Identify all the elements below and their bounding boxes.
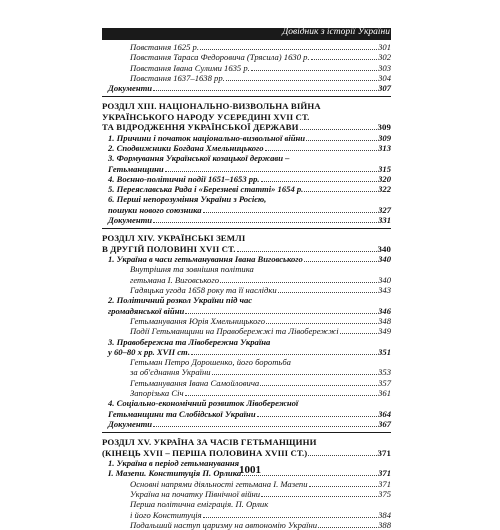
- leader-dots: [153, 215, 377, 223]
- leader-dots: [165, 164, 377, 172]
- section-heading-last: [102, 244, 391, 254]
- toc-entry: [102, 42, 391, 52]
- toc-entry-page: 361: [378, 388, 391, 399]
- section-page: 340: [377, 243, 391, 254]
- toc-entry: [102, 295, 391, 316]
- toc-entry-last: [108, 164, 391, 174]
- toc-entry: [102, 378, 391, 388]
- toc-entry-page: 322: [378, 184, 391, 195]
- toc-entry-line: Гетьман Петро Дорошенко, його боротьба: [130, 357, 291, 368]
- toc-entry: [102, 419, 391, 429]
- toc-entry-page: 331: [378, 215, 391, 226]
- toc-entry-last: [108, 306, 391, 316]
- toc-entry: [102, 174, 391, 184]
- toc-entry-last: [108, 419, 391, 429]
- leader-dots: [185, 306, 377, 314]
- section-heading-line: УКРАЇНСЬКОГО НАРОДУ УСЕРЕДИНІ XVII СТ.: [102, 111, 310, 122]
- toc-entry-title: Події Гетьманщини на Правобережжі та Лівобережжі: [130, 326, 339, 337]
- toc-entry: [102, 133, 391, 143]
- toc-entry: [102, 479, 391, 489]
- section-heading: [102, 233, 391, 254]
- toc-entry-page: 371: [378, 468, 391, 479]
- section-heading-text: (КІНЕЦЬ XVII – ПЕРША ПОЛОВИНА XVIII СТ.): [102, 447, 308, 458]
- leader-dots: [308, 448, 376, 456]
- toc-entry-line: 3. Правобережна та Лівобережна Україна: [108, 336, 271, 347]
- toc-entry-title: 1. Україна в часи гетьманування Івана Виговського: [108, 254, 303, 265]
- toc-entry-page: 349: [378, 326, 391, 337]
- toc-entry-title: Гетьманування Юрія Хмельницького: [130, 315, 266, 326]
- toc-entry: [102, 326, 391, 336]
- toc-entry-last: [130, 378, 391, 388]
- leader-dots: [309, 479, 378, 487]
- table-of-contents: [102, 42, 391, 530]
- toc-entry-page: 348: [378, 315, 391, 326]
- toc-entry: [102, 215, 391, 225]
- toc-entry: [102, 63, 391, 73]
- toc-entry-last: [130, 285, 391, 295]
- toc-entry-page: 340: [378, 254, 391, 265]
- toc-entry-last: [130, 520, 391, 530]
- toc-entry-title: Основні напрями діяльності гетьмана І. Мазепи: [130, 478, 308, 489]
- leader-dots: [200, 42, 377, 50]
- toc-entry-title: Повстання Івана Сулими 1635 р.: [130, 62, 250, 73]
- toc-entry: [102, 398, 391, 419]
- toc-entry: [102, 83, 391, 93]
- leader-dots: [261, 489, 377, 497]
- toc-entry-last: [130, 367, 391, 377]
- toc-entry-line: 2. Політичний розкол України під час: [108, 295, 253, 306]
- leader-dots: [257, 409, 378, 417]
- toc-entry: [102, 254, 391, 264]
- leader-dots: [304, 254, 377, 262]
- section-rule: [102, 228, 391, 229]
- toc-entry-page: 384: [378, 509, 391, 520]
- toc-entry-title: Запорізька Січ: [130, 388, 184, 399]
- section-heading: [102, 101, 391, 132]
- section-rule: [102, 96, 391, 97]
- toc-entry: [102, 52, 391, 62]
- toc-entry-title: Повстання 1625 р.: [130, 42, 199, 52]
- leader-dots: [203, 510, 377, 518]
- section-heading-line: РОЗДІЛ XV. УКРАЇНА ЗА ЧАСІВ ГЕТЬМАНЩИНИ: [102, 437, 317, 448]
- toc-entry: [102, 489, 391, 499]
- toc-entry-title: Гетьманування Івана Самойловича: [130, 377, 260, 388]
- section-rule: [102, 432, 391, 433]
- toc-entry-title: 2. Сподвижники Богдана Хмельницького: [108, 143, 264, 153]
- page-number: 1001: [239, 464, 261, 476]
- leader-dots: [212, 367, 378, 375]
- toc-entry: [102, 153, 391, 174]
- toc-entry-title: громадянської війни: [108, 305, 185, 316]
- header-rule: [102, 39, 391, 40]
- toc-entry-last: [130, 388, 391, 398]
- toc-entry-page: 388: [378, 519, 391, 530]
- section-heading-text: В ДРУГІЙ ПОЛОВИНІ XVII СТ.: [102, 243, 236, 254]
- toc-entry-page: 353: [378, 367, 391, 378]
- toc-entry-last: [108, 254, 391, 264]
- section-heading-last: [102, 448, 391, 458]
- toc-entry-title: Документи: [108, 83, 153, 94]
- running-header-title: Довідник з історії України: [282, 27, 390, 37]
- toc-entry-page: 375: [378, 488, 391, 499]
- section-heading-line: РОЗДІЛ XIII. НАЦІОНАЛЬНО-ВИЗВОЛЬНА ВІЙНА: [102, 101, 321, 112]
- toc-entry-last: [108, 184, 391, 194]
- toc-entry-last: [130, 510, 391, 520]
- section-heading-last: [102, 122, 391, 132]
- toc-entry-title: за об'єднання України: [130, 367, 211, 378]
- toc-entry-line: 6. Перші непорозуміння України з Росією,: [108, 194, 267, 205]
- leader-dots: [226, 73, 377, 81]
- toc-entry-page: 351: [378, 346, 391, 357]
- toc-entry-page: 304: [378, 72, 391, 83]
- toc-entry: [102, 285, 391, 295]
- leader-dots: [251, 63, 377, 71]
- toc-entry-line: 3. Формування Української козацької держави –: [108, 153, 290, 164]
- toc-entry-page: 320: [378, 173, 391, 184]
- toc-entry: [102, 143, 391, 153]
- toc-entry: [102, 337, 391, 358]
- toc-entry-last: [108, 347, 391, 357]
- toc-entry-line: Внутрішня та зовнішня політика: [130, 264, 254, 275]
- leader-dots: [300, 122, 377, 130]
- section-heading-line: РОЗДІЛ XIV. УКРАЇНСЬКІ ЗЕМЛІ: [102, 233, 246, 244]
- toc-entry-page: 346: [378, 305, 391, 316]
- toc-entry: [102, 184, 391, 194]
- toc-entry-last: [108, 215, 391, 225]
- toc-entry-page: 340: [378, 274, 391, 285]
- leader-dots: [185, 388, 378, 396]
- toc-entry-last: [108, 143, 391, 153]
- toc-entry-title: І. Мазепи. Конституція П. Орлика: [108, 468, 242, 479]
- toc-entry-line: 4. Соціально-економічний розвиток Лівобережної: [108, 398, 299, 409]
- toc-entry-title: гетьмана І. Виговського: [130, 274, 219, 285]
- toc-entry-title: Гетьманщини та Слобідської України: [108, 408, 256, 419]
- toc-entry: [102, 499, 391, 520]
- toc-entry-line: Перша політична еміграція. П. Орлик: [130, 499, 269, 510]
- toc-entry-page: 309: [378, 132, 391, 143]
- toc-entry-last: [108, 205, 391, 215]
- toc-entry-page: 302: [378, 52, 391, 63]
- toc-entry-page: 327: [378, 204, 391, 215]
- toc-entry-title: Гетьманщини: [108, 163, 164, 174]
- section-heading-text: ТА ВІДРОДЖЕННЯ УКРАЇНСЬКОЇ ДЕРЖАВИ: [102, 122, 299, 133]
- toc-entry-title: у 60–80 х рр. XVII ст.: [108, 346, 190, 357]
- toc-entry: [102, 520, 391, 530]
- leader-dots: [278, 285, 377, 293]
- toc-entry: [102, 388, 391, 398]
- leader-dots: [237, 244, 377, 252]
- toc-entry-last: [108, 409, 391, 419]
- section-page: 371: [377, 447, 391, 458]
- leader-dots: [220, 275, 377, 283]
- leader-dots: [318, 520, 377, 528]
- toc-entry-title: Повстання Тараса Федоровича (Трясила) 1630 р.: [130, 52, 310, 63]
- leader-dots: [266, 316, 377, 324]
- leader-dots: [191, 347, 377, 355]
- toc-entry: [102, 316, 391, 326]
- toc-entry-title: і його Конституція: [130, 509, 202, 520]
- leader-dots: [304, 184, 377, 192]
- leader-dots: [265, 143, 378, 151]
- toc-entry-title: Україна на початку Північної війни: [130, 488, 261, 499]
- toc-entry-page: 364: [378, 408, 391, 419]
- toc-entry-page: 343: [378, 285, 391, 296]
- toc-entry-page: 371: [378, 478, 391, 489]
- toc-entry-title: пошуки нового союзника: [108, 204, 202, 215]
- toc-entry-last: [108, 133, 391, 143]
- section-heading: [102, 437, 391, 458]
- section-page: 309: [377, 122, 391, 133]
- toc-entry-page: 307: [378, 83, 391, 94]
- toc-entry-page: 303: [378, 62, 391, 73]
- toc-entry-page: 301: [378, 42, 391, 52]
- leader-dots: [153, 83, 377, 91]
- toc-entry-page: 315: [378, 163, 391, 174]
- toc-entry-last: [130, 275, 391, 285]
- leader-dots: [261, 174, 378, 182]
- toc-entry-title: Гадяцька угода 1658 року та її наслідки: [130, 285, 277, 296]
- toc-entry-title: 5. Переяславська Рада і «Березневі статті» 1654 р.: [108, 184, 304, 195]
- leader-dots: [306, 133, 377, 141]
- leader-dots: [340, 326, 377, 334]
- toc-entry-title: 1. Україна в період гетьманування: [108, 458, 240, 469]
- toc-entry-title: Повстання 1637–1638 рр.: [130, 72, 225, 83]
- toc-entry-title: Документи: [108, 418, 153, 429]
- leader-dots: [203, 205, 378, 213]
- toc-entry-page: 367: [378, 418, 391, 429]
- leader-dots: [311, 52, 378, 60]
- toc-entry-title: Подальший наступ царизму на автономію України: [130, 519, 318, 530]
- toc-entry: [102, 73, 391, 83]
- toc-entry-title: 1. Причини і початок національно-визвольної війни: [108, 132, 306, 143]
- toc-entry-last: [130, 316, 391, 326]
- toc-entry: [102, 194, 391, 215]
- toc-entry-last: [130, 479, 391, 489]
- leader-dots: [260, 378, 377, 386]
- toc-entry-last: [130, 489, 391, 499]
- leader-dots: [153, 419, 377, 427]
- toc-entry: [102, 264, 391, 285]
- toc-entry-title: 4. Воєнно-політичні події 1651–1653 рр.: [108, 173, 260, 184]
- toc-entry-last: [130, 326, 391, 336]
- toc-entry-last: [108, 174, 391, 184]
- toc-entry-page: 313: [378, 143, 391, 153]
- toc-entry: [102, 357, 391, 378]
- toc-entry-page: 357: [378, 377, 391, 388]
- toc-entry-title: Документи: [108, 215, 153, 226]
